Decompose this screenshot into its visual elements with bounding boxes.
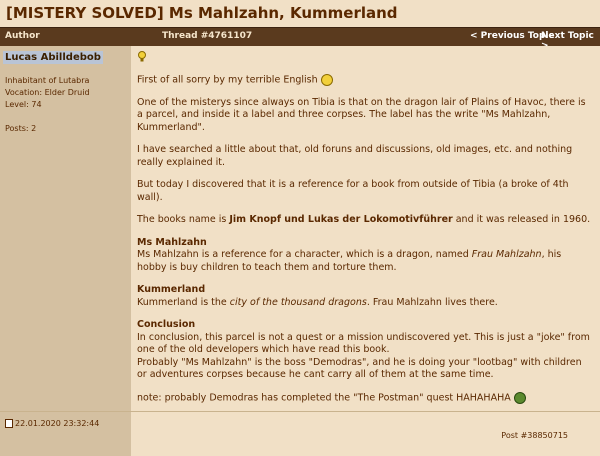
previous-topic-link[interactable]: < Previous Topic: [470, 31, 554, 41]
document-icon: [5, 419, 13, 428]
grin-smiley-icon: [514, 392, 526, 404]
post-text: Probably "Ms Mahlzahn" is the boss "Demodras", and he is doing your "lootbag" with children or adventures corpses because he cant carry all of them at the same time.: [137, 356, 582, 380]
post-paragraph: But today I discovered that it is a reference for a book from outside of Tibia (a broke of 4th wall).: [137, 179, 569, 203]
post-text: In conclusion, this parcel is not a quest or a mission undiscovered yet. This is just a "joke" from one of the old developers which have read this book.: [137, 331, 590, 355]
section-heading: Conclusion: [137, 319, 196, 330]
post-number-link[interactable]: Post #38850715: [501, 431, 568, 440]
post-text: The books name is: [137, 214, 230, 225]
post-text: note: probably Demodras has completed the "The Postman" quest HAHAHAHA: [137, 392, 511, 403]
post-paragraph: First of all sorry by my terrible English: [137, 74, 318, 85]
thread-header-bar: [0, 27, 600, 46]
post-date: [5, 419, 99, 428]
post-text: Kummerland is the: [137, 296, 230, 308]
post-paragraph: I have searched a little about that, old foruns and discussions, old images, etc. and nothing really explained it.: [137, 144, 573, 168]
emphasis-text: Frau Mahlzahn: [471, 249, 542, 260]
bulb-icon: [137, 51, 147, 68]
post-text: Ms Mahlzahn is a reference for a character, which is a dragon, named: [137, 249, 472, 260]
smiley-icon: [321, 74, 333, 86]
post-text: . Frau Mahlzahn lives there.: [366, 296, 498, 308]
author-vocation: Vocation: Elder Druid: [5, 88, 90, 97]
post-content: [137, 51, 592, 415]
author-posts: Posts: 2: [5, 124, 37, 133]
thread-number: Thread #4761107: [162, 31, 253, 41]
post-text: , his hobby is buy children to teach them and torture them.: [137, 249, 562, 273]
thread-title: [MISTERY SOLVED] Ms Mahlzahn, Kummerland: [0, 0, 600, 27]
post-footer: [133, 412, 600, 456]
emphasis-text: city of the thousand dragons: [229, 296, 367, 308]
book-title: Jim Knopf und Lukas der Lokomotivführer: [229, 214, 453, 225]
author-panel: [0, 46, 133, 411]
author-world: Inhabitant of Lutabra: [5, 76, 90, 85]
next-topic-link[interactable]: Next Topic: [541, 31, 594, 41]
post-date-text: 22.01.2020 23:32:44: [15, 419, 100, 428]
section-heading: Ms Mahlzahn: [137, 236, 207, 248]
post-text: and it was released in 1960.: [452, 214, 591, 225]
author-name-link[interactable]: Lucas Abilldebob: [5, 52, 101, 63]
author-level: Level: 74: [5, 100, 42, 109]
post-paragraph: One of the misterys since always on Tibia is that on the dragon lair of Plains of Havoc, there is a parcel, and inside it a label and three corpses. The label has the write "Ms Mahlzahn, Kummerland".: [137, 96, 586, 133]
post-body-panel: [133, 46, 596, 411]
section-heading: Kummerland: [137, 284, 206, 295]
post-meta-panel: [0, 412, 131, 456]
author-column-label: Author: [5, 31, 40, 41]
